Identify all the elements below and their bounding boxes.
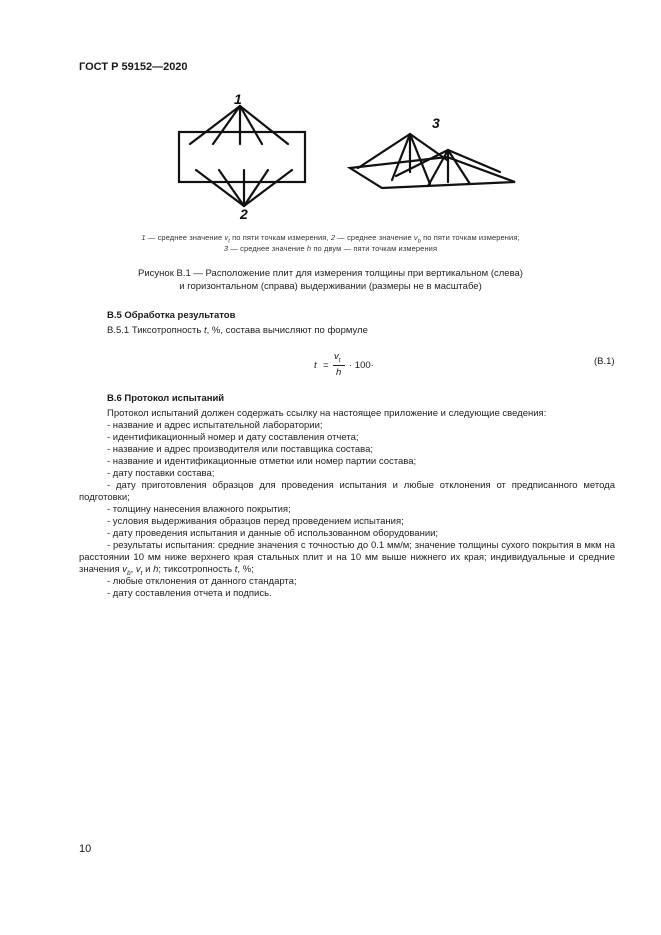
section-b5-heading: В.5 Обработка результатов: [107, 310, 236, 321]
bottom-measurement-fan: [196, 170, 292, 206]
list-item: - название и адрес испытательной лаборатории;: [107, 420, 323, 431]
list-item-results: - результаты испытания: средние значения с точностью до 0.1 мм/м; значение толщины сухого покрытия в мкм на расстоянии 10 мм ниже верхнего края стальных плит и на 10 мм выше нижнего их края; индивидуальные и средние значения $v_b$, $v_t$ и h; тиксотропность t, %;: [79, 540, 615, 577]
callout-2: 2: [240, 206, 248, 222]
list-item: - толщину нанесения влажного покрытия;: [107, 504, 291, 515]
list-item-sample-prep: - дату приготовления образцов для проведения испытания и любые отклонения от предписанного метода подготовки;: [79, 480, 615, 503]
list-item: - любые отклонения от данного стандарта;: [107, 576, 297, 587]
figure-legend-line-2: 3 — среднее значение h по двум — пяти точкам измерения: [223, 244, 438, 253]
standard-code: ГОСТ Р 59152—2020: [79, 61, 188, 73]
list-item: - дату проведения испытания и данные об использованном оборудовании;: [107, 528, 439, 539]
figure-b1: [0, 0, 661, 230]
horizontal-plate: [350, 157, 515, 188]
list-item: - название и идентификационные отметки или номер партии состава;: [107, 456, 417, 467]
section-b6-heading: В.6 Протокол испытаний: [107, 393, 225, 404]
list-item: - дату поставки состава;: [107, 468, 215, 479]
section-b6-intro: Протокол испытаний должен содержать ссылку на настоящее приложение и следующие сведения:: [107, 408, 547, 419]
fraction-bar: [333, 365, 345, 366]
equation-number: (В.1): [594, 356, 615, 367]
list-item: - идентификационный номер и дату составления отчета;: [107, 432, 359, 443]
pyramid-measurement-fan-2: [396, 150, 500, 186]
top-measurement-fan: [190, 106, 288, 144]
list-item: - дату составления отчета и подпись.: [107, 588, 272, 599]
section-b5-paragraph: В.5.1 Тиксотропность t, %, состава вычисляют по формуле: [107, 325, 368, 336]
list-item: - название и адрес производителя или поставщика состава;: [107, 444, 374, 455]
callout-3: 3: [432, 115, 440, 131]
list-item: - условия выдерживания образцов перед проведением испытания;: [107, 516, 404, 527]
page-number: 10: [79, 843, 92, 855]
callout-1: 1: [234, 91, 242, 107]
formula-b1: t = $v_t$ h · 100·: [314, 351, 374, 378]
figure-legend-line-1: 1 — среднее значение $v_t$ по пяти точкам измерения, 2 — среднее значение $v_b$ по пяти точкам измерения;: [141, 233, 520, 245]
figure-caption-line-1: Рисунок В.1 — Расположение плит для измерения толщины при вертикальном (слева): [138, 268, 523, 279]
figure-caption-line-2: и горизонтальном (справа) выдерживании (размеры не в масштабе): [179, 281, 482, 292]
